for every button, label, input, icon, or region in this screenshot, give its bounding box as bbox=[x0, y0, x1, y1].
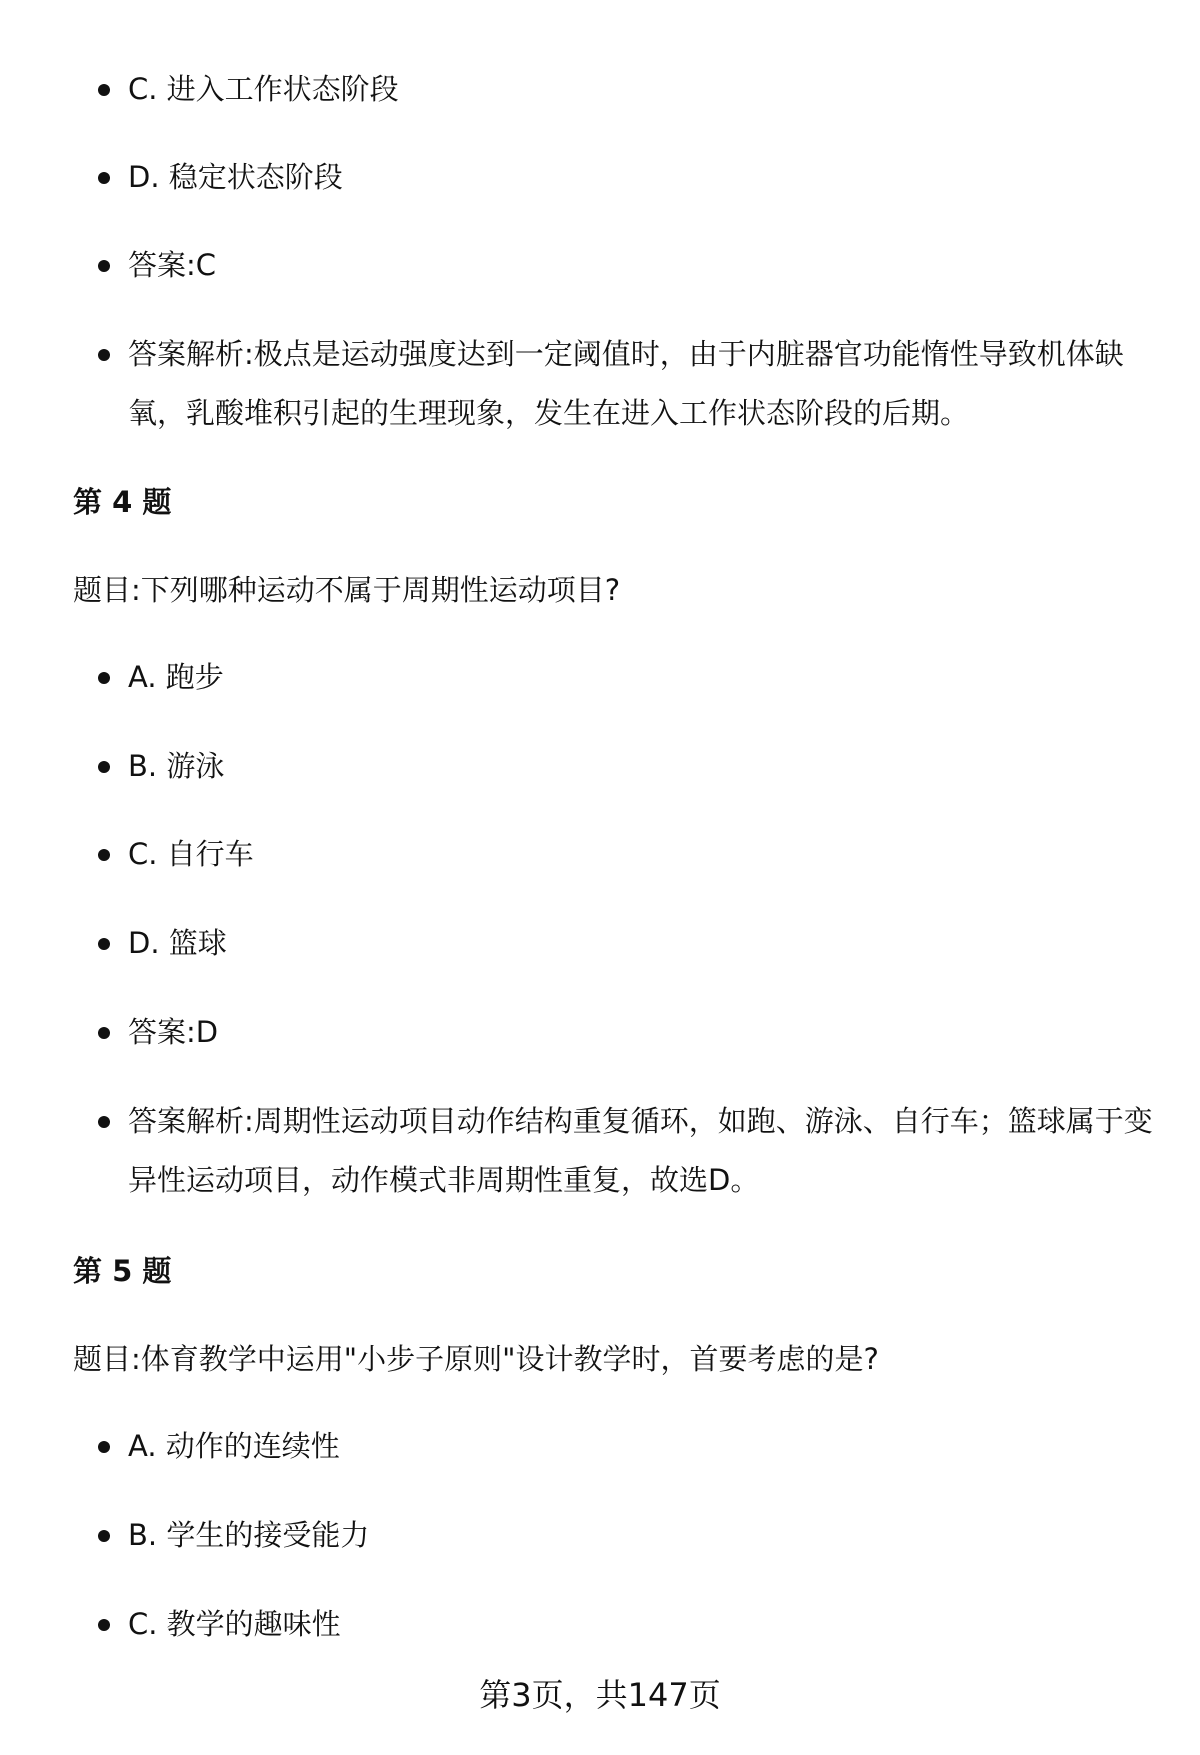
bullet-icon bbox=[98, 260, 110, 272]
bullet-icon bbox=[98, 172, 110, 184]
bullet-icon bbox=[98, 349, 110, 361]
answer-text: 答案:C bbox=[128, 248, 217, 282]
option-b: B. 游泳 bbox=[128, 749, 225, 783]
question-text: 题目:下列哪种运动不属于周期性运动项目? bbox=[73, 573, 621, 607]
option-d: D. 篮球 bbox=[128, 926, 227, 960]
answer-text: 答案:D bbox=[128, 1015, 219, 1049]
bullet-icon bbox=[98, 1027, 110, 1039]
option-b: B. 学生的接受能力 bbox=[128, 1518, 370, 1552]
answer-explanation: 答案解析:周期性运动项目动作结构重复循环，如跑、游泳、自行车；篮球属于变异性运动项目，动作模式非周期性重复，故选D。 bbox=[128, 1104, 1153, 1197]
option-d: D. 稳定状态阶段 bbox=[128, 160, 343, 194]
answer-explanation: 答案解析:极点是运动强度达到一定阈值时，由于内脏器官功能惰性导致机体缺氧，乳酸堆积引起的生理现象，发生在进入工作状态阶段的后期。 bbox=[128, 337, 1124, 430]
bullet-icon bbox=[98, 1441, 110, 1453]
question-heading: 第 5 题 bbox=[73, 1254, 172, 1288]
option-a: A. 动作的连续性 bbox=[128, 1429, 340, 1463]
bullet-icon bbox=[98, 84, 110, 96]
bullet-icon bbox=[98, 938, 110, 950]
option-a: A. 跑步 bbox=[128, 660, 224, 694]
bullet-icon bbox=[98, 761, 110, 773]
bullet-icon bbox=[98, 1530, 110, 1542]
option-c: C. 自行车 bbox=[128, 837, 254, 871]
option-c: C. 教学的趣味性 bbox=[128, 1607, 341, 1641]
question-heading: 第 4 题 bbox=[73, 485, 172, 519]
bullet-icon bbox=[98, 849, 110, 861]
bullet-icon bbox=[98, 1116, 110, 1128]
bullet-icon bbox=[98, 672, 110, 684]
option-c: C. 进入工作状态阶段 bbox=[128, 72, 399, 106]
question-text: 题目:体育教学中运用"小步子原则"设计教学时，首要考虑的是? bbox=[73, 1342, 879, 1376]
bullet-icon bbox=[98, 1619, 110, 1631]
page-number: 第3页，共147页 bbox=[479, 1676, 721, 1714]
